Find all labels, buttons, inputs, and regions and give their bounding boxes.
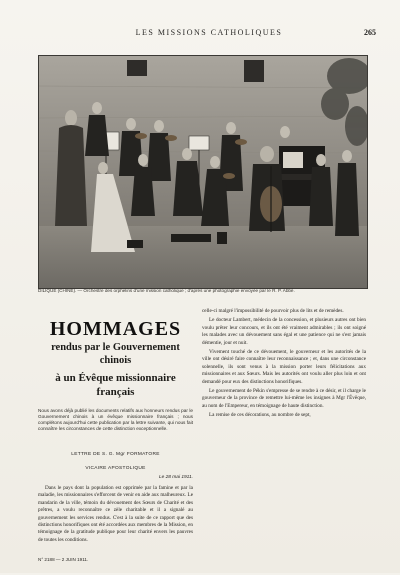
issue-footer: N° 2188 — 2 JUIN 1911.: [38, 557, 89, 562]
orchestra-photograph: [38, 55, 368, 289]
photo-caption: DILIQUE (CHINE). — Orchestre des orphelins d'une mission catholique ; d'après une photographie envoyée par le R. P. Abbé.: [38, 288, 295, 293]
letter-place: VICAIRE APOSTOLIQUE: [85, 466, 146, 471]
paragraph: Vivement touché de ce dévouement, le gouverneur et les autorités de la ville ont désiré faire connaître leur reconnaissance ; et, dans une circonstance solennelle, ils sont venus à la mission porter leurs félicitations aux missionnaires et aux Sœurs. Mais les autorités ont voulu aller plus loin et ont demandé pour eux des distinctions honorifiques.: [202, 349, 366, 385]
article-headline: HOMMAGES: [49, 318, 182, 340]
article-intro: Nous avons déjà publié les documents relatifs aux honneurs rendus par le Gouvernement chinois à un évêque missionnaire français ; nous complétons aujourd'hui cette publication par la lettre suivante, qui nous fait connaître les circonstances de cette distinction exceptionnelle.: [38, 408, 193, 431]
paragraph: Le gouvernement de Pékin s'empresse de se rendre à ce désir, et il charge le gouverneur de la province de remettre lui-même les insignes à Mgr l'Évêque, au nom de l'Empereur, en témoignage de haute distinction.: [202, 388, 366, 409]
paragraph: La remise de ces décorations, au nombre de sept,: [209, 412, 311, 419]
paragraph: celle-ci malgré l'impossibilité de pourvoir plus de lits et de remèdes.: [202, 308, 344, 314]
article-body-left: Dans le pays dont la population est opprimée par la famine et par la maladie, les missionnaires s'efforcent de venir en aide aux malheureux. Le mandarin de la ville, témoin du dévouement des Sœurs de Charité et des prêtres, a voulu reconnaître ce zèle charitable et il a signalé au gouvernement les services rendus. C'est à la suite de ce rapport que des distinctions honorifiques ont été accordées aux membres de la Mission, en témoignage de la gratitude publique pour leur charité envers les pauvres de toutes les conditions.: [38, 485, 193, 543]
article-subheading-2: à un Évêque missionnaire français: [55, 372, 176, 398]
paragraph: Le docteur Lambert, médecin de la concession, et plusieurs autres ont bien voulu prêter leur concours, et ils ont été vraiment admirables ; ils ont soigné les malades avec un dévouement sans égal et une patience qui ne s'est jamais démentie, jour et nuit.: [202, 317, 366, 346]
running-title: LES MISSIONS CATHOLIQUES: [135, 28, 283, 37]
article-right-column: [202, 308, 366, 422]
page-number: 265: [364, 28, 376, 37]
article-subheading: rendus par le Gouvernement chinois: [51, 342, 180, 366]
letter-date: Le 28 mai 1911.: [158, 475, 193, 480]
article-left-column: [38, 318, 193, 575]
letter-title: LETTRE DE S. G. Mgr FORMATORE: [71, 452, 160, 457]
